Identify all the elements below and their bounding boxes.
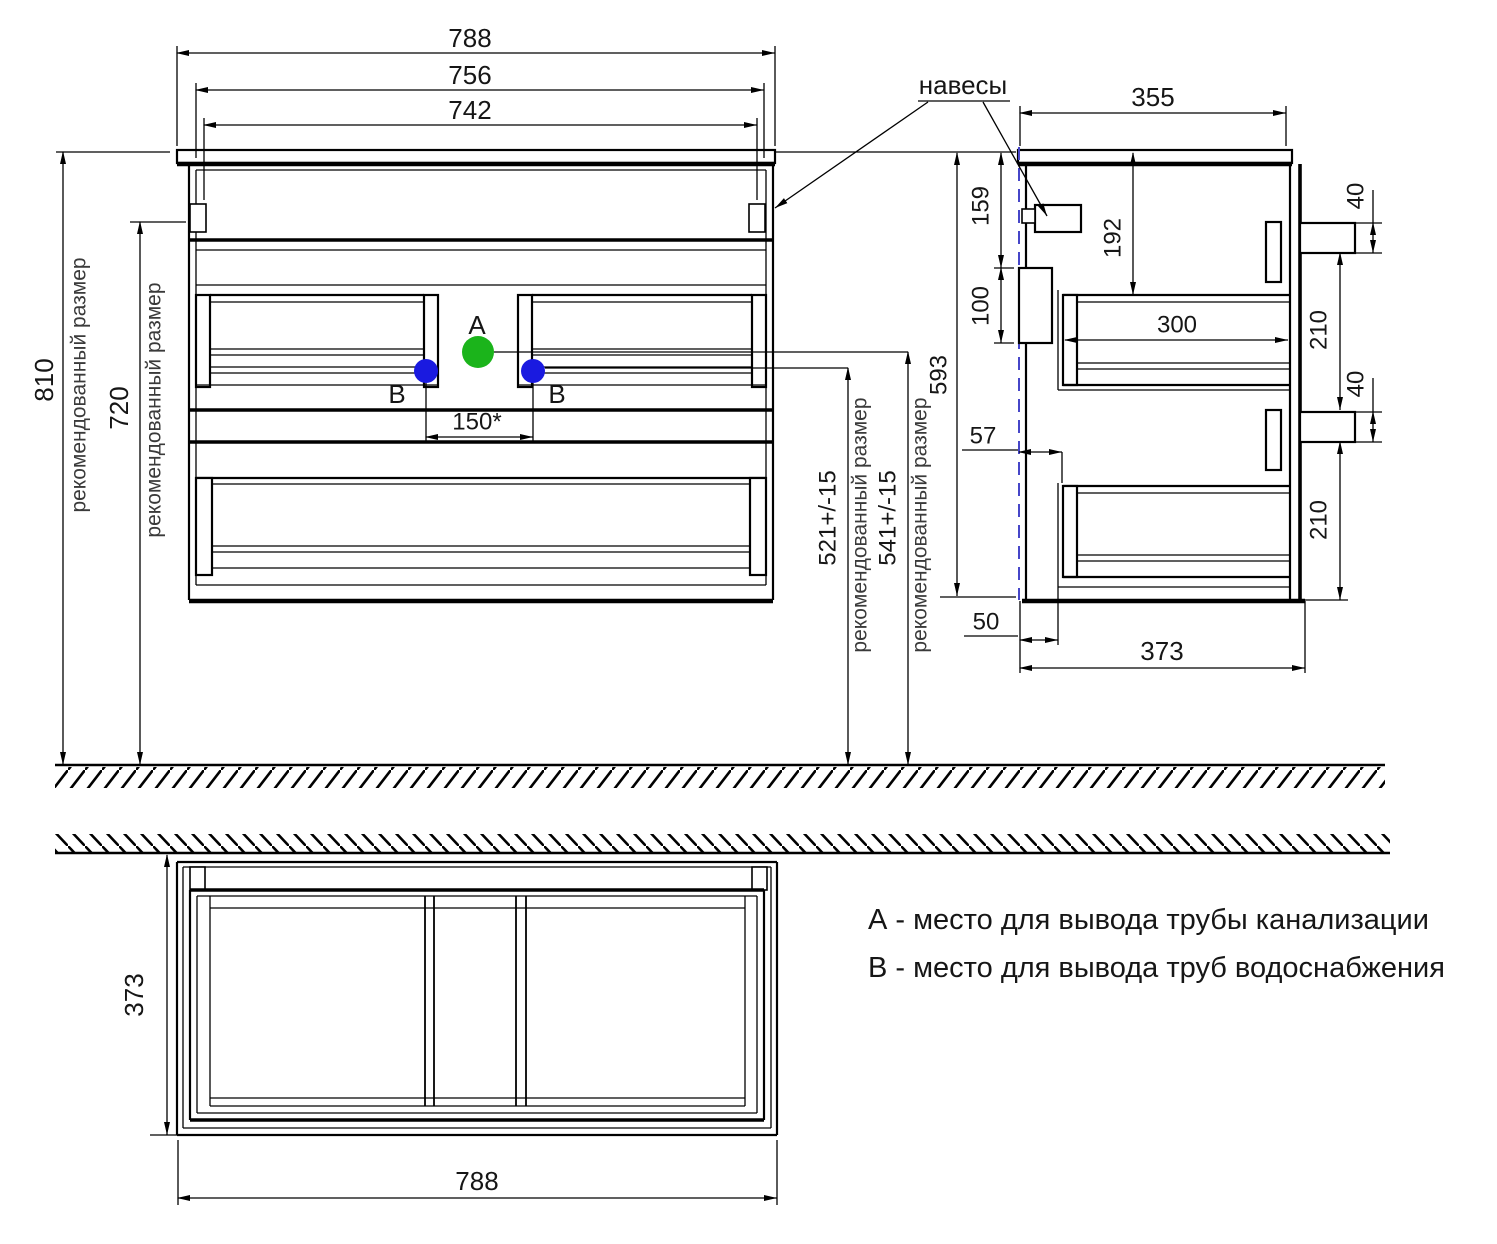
dim-drain-height: 541+/-15	[874, 470, 902, 566]
dim-total-height: 593	[925, 354, 953, 396]
dim-handle-top: 40	[1342, 182, 1370, 210]
wall-bracket	[1019, 268, 1052, 343]
front-view-upper-drawer-left	[196, 295, 438, 387]
dim-width-top: 788	[448, 22, 492, 53]
drain-point-a	[462, 336, 494, 368]
side-view-outline	[1018, 147, 1305, 601]
wall-hatch-band	[55, 834, 1390, 852]
front-view-outline	[177, 150, 775, 601]
dim-back-clearance: 57	[969, 422, 997, 450]
dim-drawer-depth: 300	[1156, 311, 1198, 339]
dim-plan-width: 788	[455, 1165, 499, 1196]
plan-view-drawers	[210, 896, 745, 1106]
handle-slot-lower	[1266, 410, 1281, 470]
point-b-right-label: B	[548, 378, 566, 409]
dim-bottom-offset: 50	[972, 608, 1000, 636]
dim-pipe-spacing: 150*	[452, 408, 502, 436]
floor-hatch-band	[55, 767, 1385, 788]
recommended-label-521: рекомендованный размер	[848, 397, 872, 653]
hanger-side	[1035, 205, 1081, 232]
water-point-b-right	[521, 359, 545, 383]
legend	[868, 904, 1445, 984]
handle-slot-upper	[1266, 222, 1281, 282]
side-view-lower-drawer	[1058, 410, 1355, 587]
countertop-side	[1018, 150, 1292, 163]
front-right-dimensions	[775, 152, 1016, 765]
point-a-label: A	[468, 309, 486, 340]
dim-handle-bottom: 40	[1342, 370, 1370, 398]
hanger-plan-right	[752, 867, 767, 890]
dim-water-height: 521+/-15	[814, 470, 842, 566]
plan-view	[119, 855, 777, 1205]
dim-hanger-offset: 159	[967, 185, 995, 227]
dim-lower-front: 210	[1305, 499, 1333, 541]
hangers-callout	[775, 70, 1047, 216]
recommended-label-810: рекомендованный размер	[67, 257, 91, 513]
front-view	[29, 23, 1016, 765]
dim-bracket-height: 100	[967, 285, 995, 327]
wall-hatch	[55, 834, 1390, 853]
dim-between-handles: 210	[1305, 309, 1333, 351]
handle-lower	[1300, 412, 1355, 442]
floor-hatch	[55, 765, 1385, 788]
recommended-label-541: рекомендованный размер	[908, 397, 932, 653]
dim-body-depth: 373	[1140, 635, 1184, 666]
front-left-dimensions	[29, 152, 186, 765]
dim-top-to-drawer: 192	[1099, 217, 1127, 259]
dim-width-carcass: 756	[448, 59, 492, 90]
hanger-hook	[1022, 209, 1035, 223]
dim-carcass-height-recommended: 720	[103, 386, 134, 430]
recommended-label-720: рекомендованный размер	[142, 282, 166, 538]
plan-view-outline	[177, 862, 777, 1135]
front-top-dimensions	[177, 23, 775, 200]
countertop-front	[177, 150, 775, 163]
water-point-b-left	[414, 359, 438, 383]
front-view-lower-drawer	[196, 478, 766, 575]
dim-depth-top: 355	[1131, 81, 1175, 112]
dim-plan-depth: 373	[118, 973, 149, 1017]
hanger-plan-left	[190, 867, 205, 890]
pipe-points	[388, 310, 908, 442]
point-b-left-label: B	[388, 378, 406, 409]
handle-upper	[1300, 223, 1355, 253]
hangers-label: навесы	[918, 69, 1008, 100]
hanger-left	[190, 204, 206, 232]
hanger-right	[749, 204, 765, 232]
dim-width-inner: 742	[448, 94, 492, 125]
legend-line-b: В - место для вывода труб водоснабжения	[868, 952, 1445, 984]
front-view-upper-drawer-right	[518, 295, 766, 387]
legend-line-a: А - место для вывода трубы канализации	[868, 904, 1429, 936]
dim-height-recommended: 810	[28, 358, 59, 402]
